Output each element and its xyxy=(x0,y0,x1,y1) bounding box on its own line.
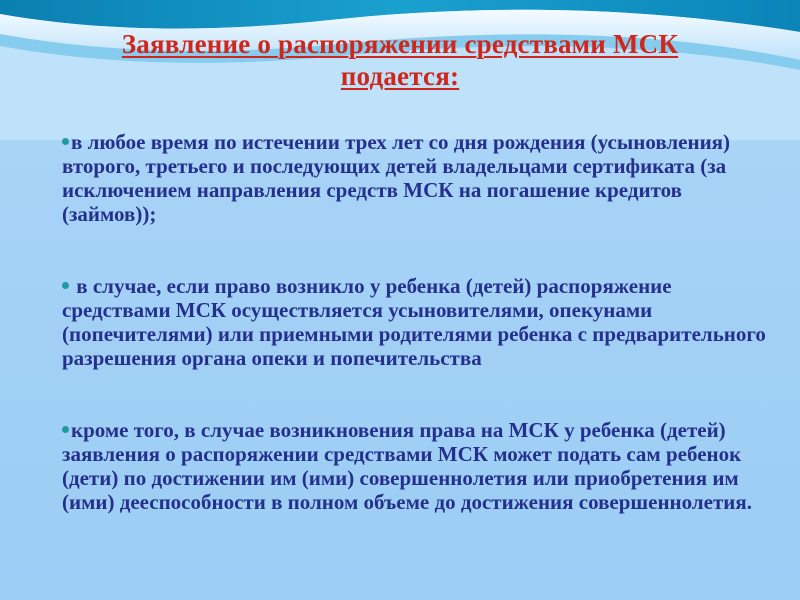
bullet-item-1 xyxy=(62,130,772,226)
bullet-text-1: в любое время по истечении трех лет со дня рождения (усыновления) второго, третьего и последующих детей владельцами сертификата (за исключением направления средств МСК на погашение кредитов (займов)); xyxy=(62,130,731,226)
slide-title xyxy=(40,28,760,92)
bullet-text-3: кроме того, в случае возникновения права на МСК у ребенка (детей) заявления о распоряжении средствами МСК может подать сам ребенок (дети) по достижении им (ими) совершеннолетия или приобретения им (ими) дееспособности в полном объеме до достижения совершеннолетия. xyxy=(62,418,753,514)
bullet-dot-icon xyxy=(62,138,69,145)
bullet-dot-icon xyxy=(62,282,69,289)
slide-title-line-2: подается: xyxy=(340,61,460,91)
bullet-text-2: в случае, если право возникло у ребенка (детей) распоряжение средствами МСК осуществляется усыновителями, опекунами (попечителями) или приемными родителями ребенка с предварительного разрешения органа опеки и попечительства xyxy=(62,274,766,370)
bullet-item-2 xyxy=(62,274,772,370)
bullet-dot-icon xyxy=(62,426,69,433)
slide-title-line-1: Заявление о распоряжении средствами МСК xyxy=(121,29,679,59)
bullet-list xyxy=(62,130,772,514)
bullet-item-3 xyxy=(62,418,772,514)
